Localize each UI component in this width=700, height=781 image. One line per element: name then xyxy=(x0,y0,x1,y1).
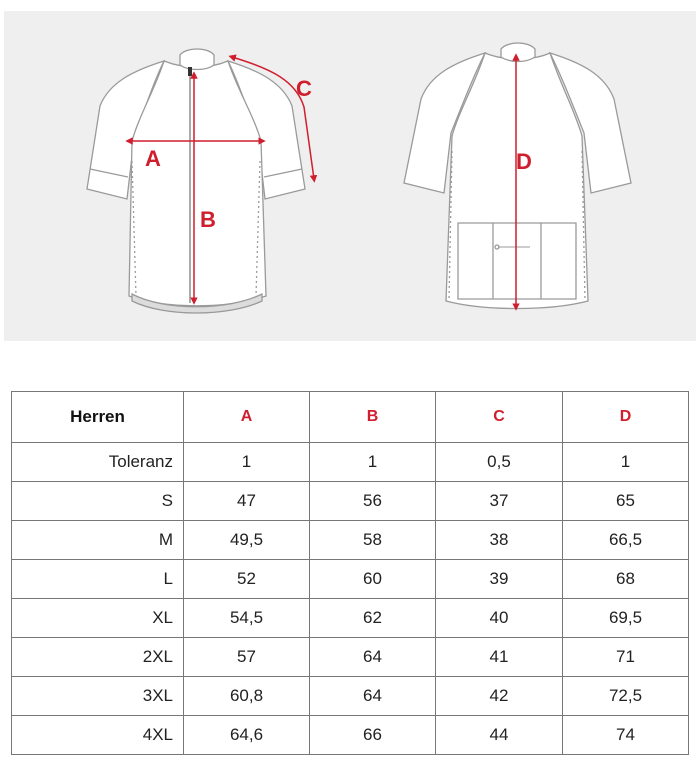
table-row xyxy=(12,482,689,521)
jersey-measurement-illustration xyxy=(4,11,696,341)
table-row xyxy=(12,521,689,560)
table-row xyxy=(12,443,689,482)
jersey-front-drawing xyxy=(87,49,305,313)
row-size-label: L xyxy=(12,560,184,599)
cell-c: 39 xyxy=(436,560,563,599)
cell-a: 49,5 xyxy=(184,521,310,560)
cell-c: 0,5 xyxy=(436,443,563,482)
cell-d: 1 xyxy=(563,443,689,482)
cell-b: 62 xyxy=(310,599,436,638)
cell-c: 44 xyxy=(436,716,563,755)
cell-a: 52 xyxy=(184,560,310,599)
row-size-label: Toleranz xyxy=(12,443,184,482)
header-col-b: B xyxy=(310,392,436,443)
cell-d: 74 xyxy=(563,716,689,755)
header-col-a: A xyxy=(184,392,310,443)
cell-b: 64 xyxy=(310,677,436,716)
measure-label-a: A xyxy=(145,146,161,171)
cell-a: 54,5 xyxy=(184,599,310,638)
header-col-c: C xyxy=(436,392,563,443)
table-row xyxy=(12,638,689,677)
cell-b: 1 xyxy=(310,443,436,482)
row-size-label: M xyxy=(12,521,184,560)
cell-d: 65 xyxy=(563,482,689,521)
table-row xyxy=(12,677,689,716)
row-size-label: XL xyxy=(12,599,184,638)
cell-b: 58 xyxy=(310,521,436,560)
jersey-back-drawing xyxy=(404,43,631,309)
cell-b: 60 xyxy=(310,560,436,599)
cell-b: 66 xyxy=(310,716,436,755)
cell-a: 1 xyxy=(184,443,310,482)
row-size-label: S xyxy=(12,482,184,521)
cell-b: 64 xyxy=(310,638,436,677)
cell-a: 47 xyxy=(184,482,310,521)
table-row xyxy=(12,560,689,599)
table-header-row xyxy=(12,392,689,443)
measure-label-b: B xyxy=(200,207,216,232)
row-size-label: 2XL xyxy=(12,638,184,677)
cell-c: 40 xyxy=(436,599,563,638)
cell-d: 71 xyxy=(563,638,689,677)
measure-label-c: C xyxy=(296,76,312,101)
row-size-label: 3XL xyxy=(12,677,184,716)
header-group-label: Herren xyxy=(12,392,184,443)
cell-a: 60,8 xyxy=(184,677,310,716)
cell-c: 41 xyxy=(436,638,563,677)
table-row xyxy=(12,599,689,638)
cell-c: 38 xyxy=(436,521,563,560)
cell-d: 72,5 xyxy=(563,677,689,716)
cell-d: 68 xyxy=(563,560,689,599)
cell-d: 66,5 xyxy=(563,521,689,560)
cell-c: 42 xyxy=(436,677,563,716)
cell-c: 37 xyxy=(436,482,563,521)
table-row xyxy=(12,716,689,755)
cell-a: 64,6 xyxy=(184,716,310,755)
cell-a: 57 xyxy=(184,638,310,677)
cell-b: 56 xyxy=(310,482,436,521)
row-size-label: 4XL xyxy=(12,716,184,755)
measure-label-d: D xyxy=(516,149,532,174)
cell-d: 69,5 xyxy=(563,599,689,638)
header-col-d: D xyxy=(563,392,689,443)
size-table xyxy=(11,391,689,755)
